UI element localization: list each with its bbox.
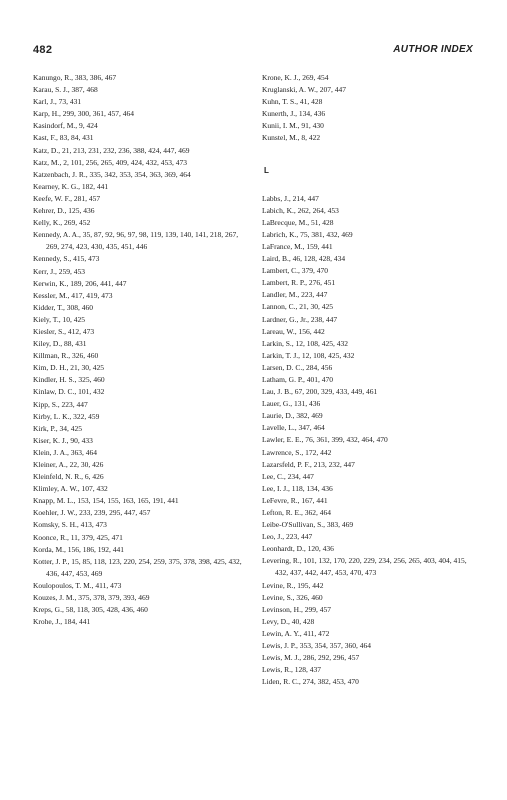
index-entry: Koehler, J. W., 233, 239, 295, 447, 457 — [33, 508, 151, 518]
index-entry: Levinson, H., 299, 457 — [262, 604, 331, 614]
index-entry: Lauer, G., 131, 436 — [262, 399, 321, 409]
index-entry: Korda, M., 156, 186, 192, 441 — [33, 544, 125, 554]
index-entry: Kim, D. H., 21, 30, 425 — [33, 363, 105, 373]
index-entry: Knapp, M. L., 153, 154, 155, 163, 165, 191, 441 — [33, 496, 179, 506]
index-entry: Lee, C., 234, 447 — [262, 471, 314, 481]
index-entry: Lawrence, S., 172, 442 — [262, 447, 332, 457]
index-entry: Lewis, M. J., 286, 292, 296, 457 — [262, 653, 360, 663]
index-entry: Killman, R., 326, 460 — [33, 351, 99, 361]
index-entry: Kruglanski, A. W., 207, 447 — [262, 85, 346, 95]
index-entry: Kasindorf, M., 9, 424 — [33, 121, 98, 131]
index-entry: Leo, J., 223, 447 — [262, 532, 313, 542]
index-entry: Kindler, H. S., 325, 460 — [33, 375, 105, 385]
index-entry: Kiesler, S., 412, 473 — [33, 326, 95, 336]
index-entry: Lambert, R. P., 276, 451 — [262, 278, 336, 288]
index-entry: Karau, S. J., 387, 468 — [33, 85, 98, 95]
index-entry: Lewis, J. P., 353, 354, 357, 360, 464 — [262, 641, 371, 651]
index-entry: Labrich, K., 75, 381, 432, 469 — [262, 229, 353, 239]
index-entry: Karl, J., 73, 431 — [33, 97, 82, 107]
index-entry: Kuhn, T. S., 41, 428 — [262, 97, 323, 107]
index-entry: Levine, S., 326, 460 — [262, 592, 323, 602]
index-entry: Leibe-O'Sullivan, S., 383, 469 — [262, 520, 354, 530]
index-entry: Levy, D., 40, 428 — [262, 616, 315, 626]
index-entry: Krohe, J., 184, 441 — [33, 617, 91, 627]
index-entry: Karp, H., 299, 300, 361, 457, 464 — [33, 109, 135, 119]
index-entry: Koulopoulos, T. M., 411, 473 — [33, 580, 122, 590]
index-entry: Kehrer, D., 125, 436 — [33, 206, 95, 216]
index-entry: Keefe, W. F., 281, 457 — [33, 193, 101, 203]
index-entry: Kast, F., 83, 84, 431 — [33, 133, 94, 143]
index-entry: Kennedy, A. A., 35, 87, 92, 96, 97, 98, 119, 139, 140, 141, 218, 267, 269, 274, 423, 430, 435, 451, 446 — [33, 230, 239, 252]
index-entry: Laurie, D., 382, 469 — [262, 411, 323, 421]
index-entry: Larkin, T. J., 12, 108, 425, 432 — [262, 350, 355, 360]
index-entry: Lefton, R. E., 362, 464 — [262, 508, 331, 517]
page-number: 482 — [33, 44, 53, 56]
letter-section-heading: L — [264, 165, 269, 175]
right-index-column — [262, 72, 474, 688]
index-entry: Lewin, A. Y., 411, 472 — [262, 628, 330, 638]
index-entry: Kennedy, S., 415, 473 — [33, 254, 100, 264]
index-entry: Kerwin, K., 189, 206, 441, 447 — [33, 278, 127, 288]
index-entry: Lardner, G., Jr., 238, 447 — [262, 314, 338, 324]
index-entry: Kanungo, R., 383, 386, 467 — [33, 73, 117, 82]
index-entry: Labich, K., 262, 264, 453 — [262, 205, 339, 215]
index-entry: Liden, R. C., 274, 382, 453, 470 — [262, 677, 359, 687]
index-entry: Kirby, L. K., 322, 459 — [33, 411, 100, 421]
index-entry: LaBrecque, M., 51, 428 — [262, 217, 334, 227]
index-entry: Kipp, S., 223, 447 — [33, 399, 88, 409]
index-entry: Kunii, I. M., 91, 430 — [262, 121, 324, 131]
index-entry: Lambert, C., 379, 470 — [262, 266, 329, 276]
running-head: AUTHOR INDEX — [393, 44, 473, 55]
index-entry: Kirk, P., 34, 425 — [33, 423, 82, 433]
index-entry: LaFrance, M., 159, 441 — [262, 241, 333, 251]
index-entry: Laird, B., 46, 128, 428, 434 — [262, 254, 346, 264]
index-entry: Kreps, G., 58, 118, 305, 428, 436, 460 — [33, 605, 148, 615]
index-entry: Lazarsfeld, P. F., 213, 232, 447 — [262, 459, 355, 469]
index-entry: Larsen, D. C., 284, 456 — [262, 362, 333, 372]
index-entry: Katz, D., 21, 213, 231, 232, 236, 388, 424, 447, 469 — [33, 145, 190, 155]
index-entry: Kerr, J., 259, 453 — [33, 266, 85, 276]
index-entry: Kiley, D., 88, 431 — [33, 339, 87, 349]
index-entry: Klein, J. A., 363, 464 — [33, 447, 97, 457]
index-entry: Landler, M., 223, 447 — [262, 290, 328, 300]
index-entry: Kotter, J. P., 15, 85, 118, 123, 220, 254, 259, 375, 378, 398, 425, 432, 436, 447, 453, 469 — [33, 556, 242, 578]
index-entry: Katzenbach, J. R., 335, 342, 353, 354, 363, 369, 464 — [33, 169, 191, 179]
index-entry: Lareau, W., 156, 442 — [262, 326, 325, 336]
index-entry: Kunerth, J., 134, 436 — [262, 109, 326, 119]
index-entry: Latham, G. P., 401, 470 — [262, 374, 334, 384]
index-entry: Kearney, K. G., 182, 441 — [33, 181, 109, 191]
index-entry: Kinlaw, D. C., 101, 432 — [33, 387, 105, 397]
index-entry: Levine, R., 195, 442 — [262, 580, 324, 590]
index-entry: Katz, M., 2, 101, 256, 265, 409, 424, 432, 453, 473 — [33, 157, 187, 167]
index-entry: Lawler, E. E., 76, 361, 399, 432, 464, 470 — [262, 435, 388, 445]
index-entry: Larkin, S., 12, 108, 425, 432 — [262, 338, 349, 348]
index-entry: Kidder, T., 308, 460 — [33, 302, 94, 312]
index-entry: Kiely, T., 10, 425 — [33, 314, 85, 324]
index-entry: Komsky, S. H., 413, 473 — [33, 520, 107, 530]
index-entry: Kunstel, M., 8, 422 — [262, 133, 321, 143]
index-entry: Lau, J. B., 67, 200, 329, 433, 449, 461 — [262, 387, 378, 397]
index-entry: Kelly, K., 269, 452 — [33, 218, 91, 228]
index-entry: Lee, I. J., 118, 134, 436 — [262, 483, 333, 493]
index-entry: Koonce, R., 11, 379, 425, 471 — [33, 532, 123, 542]
index-entry: Kouzes, J. M., 375, 378, 379, 393, 469 — [33, 593, 150, 603]
index-entry: LeFevre, R., 167, 441 — [262, 495, 328, 505]
index-entry: Labbs, J., 214, 447 — [262, 193, 319, 203]
index-entry: Kessler, M., 417, 419, 473 — [33, 290, 113, 300]
index-entry: Krone, K. J., 269, 454 — [262, 73, 329, 82]
index-entry: Klimley, A. W., 107, 432 — [33, 484, 108, 494]
index-entry: Levering, R., 101, 132, 170, 220, 229, 234, 256, 265, 403, 404, 415, 432, 437, 442, 447, 453, 470, 473 — [262, 556, 467, 578]
index-entry: Kleiner, A., 22, 30, 426 — [33, 460, 104, 469]
left-index-column — [33, 72, 245, 628]
index-entry: Kiser, K. J., 90, 433 — [33, 435, 93, 445]
index-entry: Lannon, C., 21, 30, 425 — [262, 302, 334, 312]
index-entry: Lavelle, L., 347, 464 — [262, 423, 325, 433]
index-entry: Leonhardt, D., 120, 436 — [262, 544, 334, 554]
index-entry: Lewis, R., 128, 437 — [262, 665, 321, 675]
index-entry: Kleinfeld, N. R., 6, 426 — [33, 472, 104, 482]
